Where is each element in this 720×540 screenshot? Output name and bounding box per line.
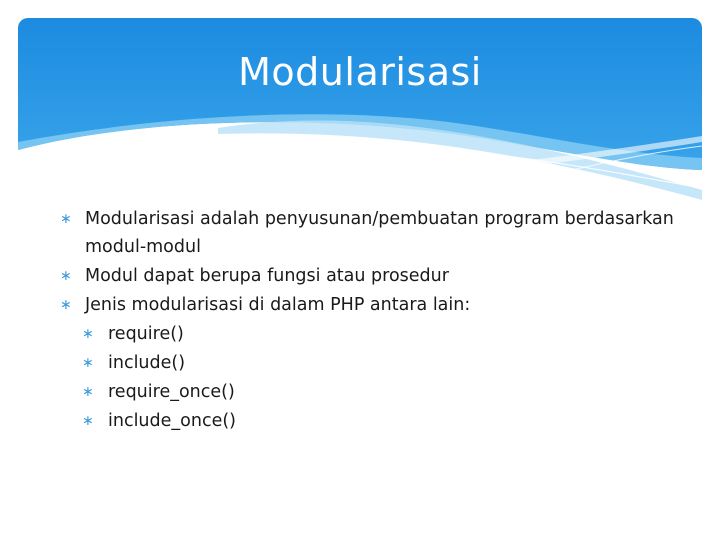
sub-bullet-item xyxy=(60,378,680,407)
asterisk-bullet-icon: ∗ xyxy=(82,326,94,342)
sub-bullet-item xyxy=(60,349,680,378)
banner-graphic xyxy=(18,18,702,200)
asterisk-bullet-icon: ∗ xyxy=(60,297,72,313)
bullet-text: Jenis modularisasi di dalam PHP antara lain: xyxy=(85,295,471,315)
bullet-list xyxy=(60,205,680,436)
bullet-text: Modul dapat berupa fungsi atau prosedur xyxy=(85,266,449,286)
asterisk-bullet-icon: ∗ xyxy=(82,355,94,371)
sub-bullet-text: include_once() xyxy=(108,411,236,431)
bullet-item xyxy=(60,291,680,320)
slide-title: Modularisasi xyxy=(238,50,482,94)
asterisk-bullet-icon: ∗ xyxy=(82,384,94,400)
bullet-item xyxy=(60,205,680,262)
asterisk-bullet-icon: ∗ xyxy=(82,413,94,429)
bullet-text: Modularisasi adalah penyusunan/pembuatan program berdasarkan modul-modul xyxy=(85,209,674,257)
sub-bullet-text: require_once() xyxy=(108,382,235,402)
sub-bullet-text: require() xyxy=(108,324,184,344)
title-banner xyxy=(18,18,702,200)
asterisk-bullet-icon: ∗ xyxy=(60,268,72,284)
bullet-item xyxy=(60,262,680,291)
sub-bullet-item xyxy=(60,407,680,436)
sub-bullet-text: include() xyxy=(108,353,186,373)
asterisk-bullet-icon: ∗ xyxy=(60,211,72,227)
sub-bullet-item xyxy=(60,320,680,349)
